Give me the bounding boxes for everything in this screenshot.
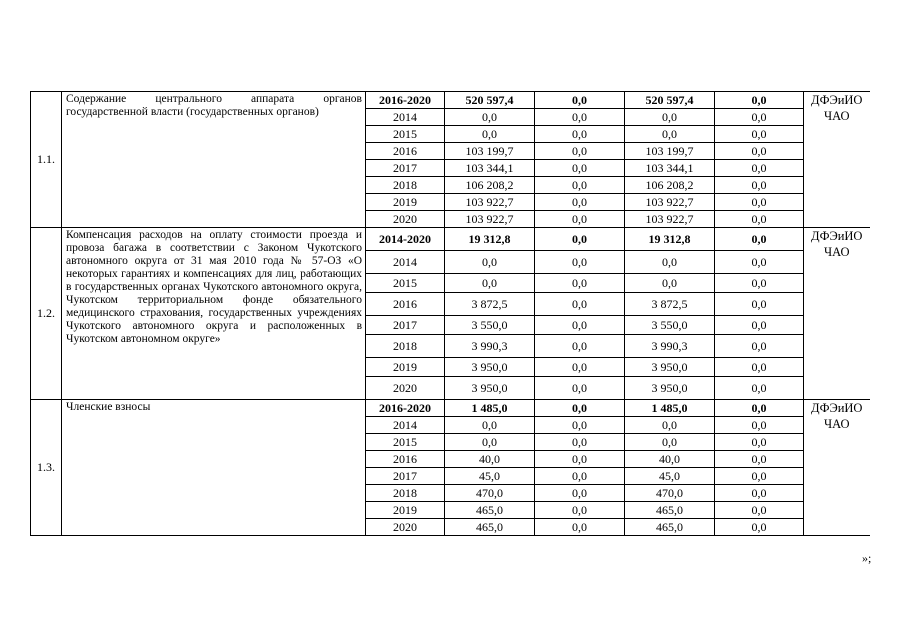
period-cell: 2015 bbox=[366, 274, 445, 293]
total-cell: 103 922,7 bbox=[445, 211, 535, 228]
total-cell: 103 922,7 bbox=[445, 194, 535, 211]
federal-cell: 0,0 bbox=[535, 211, 625, 228]
responsible-executor-line: ЧАО bbox=[823, 245, 850, 259]
federal-cell: 0,0 bbox=[535, 251, 625, 274]
district-cell: 465,0 bbox=[625, 519, 715, 536]
period-cell: 2014 bbox=[366, 251, 445, 274]
district-cell: 3 872,5 bbox=[625, 293, 715, 316]
federal-cell: 0,0 bbox=[535, 143, 625, 160]
other-cell: 0,0 bbox=[715, 468, 804, 485]
period-cell: 2019 bbox=[366, 358, 445, 377]
district-cell: 1 485,0 bbox=[625, 400, 715, 417]
total-cell: 3 550,0 bbox=[445, 316, 535, 335]
district-cell: 465,0 bbox=[625, 502, 715, 519]
responsible-executor bbox=[804, 400, 870, 536]
total-cell: 0,0 bbox=[445, 126, 535, 143]
table-row bbox=[31, 92, 870, 109]
table-body bbox=[31, 92, 870, 536]
total-cell: 106 208,2 bbox=[445, 177, 535, 194]
responsible-executor bbox=[804, 228, 870, 400]
other-cell: 0,0 bbox=[715, 228, 804, 251]
other-cell: 0,0 bbox=[715, 194, 804, 211]
federal-cell: 0,0 bbox=[535, 358, 625, 377]
total-cell: 0,0 bbox=[445, 251, 535, 274]
period-cell: 2016 bbox=[366, 451, 445, 468]
district-cell: 3 950,0 bbox=[625, 358, 715, 377]
total-cell: 3 990,3 bbox=[445, 335, 535, 358]
other-cell: 0,0 bbox=[715, 502, 804, 519]
federal-cell: 0,0 bbox=[535, 160, 625, 177]
total-cell: 0,0 bbox=[445, 434, 535, 451]
total-cell: 520 597,4 bbox=[445, 92, 535, 109]
table-row bbox=[31, 228, 870, 251]
period-cell: 2014 bbox=[366, 417, 445, 434]
federal-cell: 0,0 bbox=[535, 274, 625, 293]
federal-cell: 0,0 bbox=[535, 485, 625, 502]
total-cell: 45,0 bbox=[445, 468, 535, 485]
federal-cell: 0,0 bbox=[535, 468, 625, 485]
federal-cell: 0,0 bbox=[535, 194, 625, 211]
federal-cell: 0,0 bbox=[535, 92, 625, 109]
period-cell: 2015 bbox=[366, 434, 445, 451]
district-cell: 0,0 bbox=[625, 126, 715, 143]
total-cell: 465,0 bbox=[445, 519, 535, 536]
total-cell: 0,0 bbox=[445, 274, 535, 293]
federal-cell: 0,0 bbox=[535, 400, 625, 417]
responsible-executor-line: ЧАО bbox=[823, 109, 850, 123]
other-cell: 0,0 bbox=[715, 400, 804, 417]
period-cell: 2016-2020 bbox=[366, 92, 445, 109]
federal-cell: 0,0 bbox=[535, 126, 625, 143]
other-cell: 0,0 bbox=[715, 358, 804, 377]
district-cell: 19 312,8 bbox=[625, 228, 715, 251]
other-cell: 0,0 bbox=[715, 417, 804, 434]
other-cell: 0,0 bbox=[715, 274, 804, 293]
district-cell: 0,0 bbox=[625, 417, 715, 434]
period-cell: 2015 bbox=[366, 126, 445, 143]
period-cell: 2019 bbox=[366, 502, 445, 519]
other-cell: 0,0 bbox=[715, 211, 804, 228]
district-cell: 3 950,0 bbox=[625, 377, 715, 400]
district-cell: 3 990,3 bbox=[625, 335, 715, 358]
other-cell: 0,0 bbox=[715, 126, 804, 143]
federal-cell: 0,0 bbox=[535, 316, 625, 335]
total-cell: 19 312,8 bbox=[445, 228, 535, 251]
other-cell: 0,0 bbox=[715, 177, 804, 194]
total-cell: 40,0 bbox=[445, 451, 535, 468]
district-cell: 0,0 bbox=[625, 274, 715, 293]
district-cell: 470,0 bbox=[625, 485, 715, 502]
district-cell: 0,0 bbox=[625, 434, 715, 451]
other-cell: 0,0 bbox=[715, 485, 804, 502]
closing-quote: »; bbox=[862, 551, 872, 565]
federal-cell: 0,0 bbox=[535, 109, 625, 126]
total-cell: 0,0 bbox=[445, 109, 535, 126]
period-cell: 2019 bbox=[366, 194, 445, 211]
total-cell: 1 485,0 bbox=[445, 400, 535, 417]
item-number: 1.2. bbox=[31, 228, 62, 400]
responsible-executor-line: ДФЭиИО bbox=[811, 401, 863, 415]
table-row bbox=[31, 400, 870, 417]
district-cell: 3 550,0 bbox=[625, 316, 715, 335]
federal-cell: 0,0 bbox=[535, 502, 625, 519]
period-cell: 2014-2020 bbox=[366, 228, 445, 251]
total-cell: 0,0 bbox=[445, 417, 535, 434]
period-cell: 2016-2020 bbox=[366, 400, 445, 417]
federal-cell: 0,0 bbox=[535, 434, 625, 451]
responsible-executor-line: ДФЭиИО bbox=[811, 229, 863, 243]
district-cell: 0,0 bbox=[625, 109, 715, 126]
item-number: 1.1. bbox=[31, 92, 62, 228]
federal-cell: 0,0 bbox=[535, 377, 625, 400]
other-cell: 0,0 bbox=[715, 451, 804, 468]
district-cell: 0,0 bbox=[625, 251, 715, 274]
other-cell: 0,0 bbox=[715, 519, 804, 536]
district-cell: 520 597,4 bbox=[625, 92, 715, 109]
total-cell: 103 344,1 bbox=[445, 160, 535, 177]
federal-cell: 0,0 bbox=[535, 519, 625, 536]
budget-table bbox=[30, 91, 870, 536]
other-cell: 0,0 bbox=[715, 293, 804, 316]
item-description: Содержание центрального аппарата органов государственной власти (государственных органов) bbox=[62, 92, 366, 228]
total-cell: 103 199,7 bbox=[445, 143, 535, 160]
item-description: Компенсация расходов на оплату стоимости проезда и провоза багажа в соответствии с Законом Чукотского автономного округа от 31 мая 2010 года № 57-ОЗ «О некоторых гарантиях и компенсациях для лиц, работающих в государственных органах Чукотского автономного округа, Чукотском территориальном фонде обязательного медицинского страхования, государственных учреждениях Чукотского автономного округа и расположенных в Чукотском автономном округе» bbox=[62, 228, 366, 400]
other-cell: 0,0 bbox=[715, 377, 804, 400]
other-cell: 0,0 bbox=[715, 434, 804, 451]
period-cell: 2018 bbox=[366, 335, 445, 358]
total-cell: 465,0 bbox=[445, 502, 535, 519]
other-cell: 0,0 bbox=[715, 143, 804, 160]
total-cell: 3 950,0 bbox=[445, 377, 535, 400]
responsible-executor-line: ЧАО bbox=[823, 417, 850, 431]
total-cell: 3 950,0 bbox=[445, 358, 535, 377]
district-cell: 103 922,7 bbox=[625, 211, 715, 228]
federal-cell: 0,0 bbox=[535, 293, 625, 316]
district-cell: 45,0 bbox=[625, 468, 715, 485]
federal-cell: 0,0 bbox=[535, 451, 625, 468]
period-cell: 2017 bbox=[366, 468, 445, 485]
district-cell: 103 344,1 bbox=[625, 160, 715, 177]
total-cell: 470,0 bbox=[445, 485, 535, 502]
period-cell: 2020 bbox=[366, 519, 445, 536]
district-cell: 103 199,7 bbox=[625, 143, 715, 160]
period-cell: 2016 bbox=[366, 293, 445, 316]
other-cell: 0,0 bbox=[715, 251, 804, 274]
responsible-executor bbox=[804, 92, 870, 228]
federal-cell: 0,0 bbox=[535, 177, 625, 194]
period-cell: 2016 bbox=[366, 143, 445, 160]
other-cell: 0,0 bbox=[715, 316, 804, 335]
responsible-executor-line: ДФЭиИО bbox=[811, 93, 863, 107]
district-cell: 106 208,2 bbox=[625, 177, 715, 194]
federal-cell: 0,0 bbox=[535, 335, 625, 358]
period-cell: 2017 bbox=[366, 316, 445, 335]
period-cell: 2018 bbox=[366, 485, 445, 502]
district-cell: 40,0 bbox=[625, 451, 715, 468]
federal-cell: 0,0 bbox=[535, 228, 625, 251]
other-cell: 0,0 bbox=[715, 160, 804, 177]
item-number: 1.3. bbox=[31, 400, 62, 536]
period-cell: 2020 bbox=[366, 377, 445, 400]
other-cell: 0,0 bbox=[715, 335, 804, 358]
other-cell: 0,0 bbox=[715, 92, 804, 109]
other-cell: 0,0 bbox=[715, 109, 804, 126]
period-cell: 2020 bbox=[366, 211, 445, 228]
district-cell: 103 922,7 bbox=[625, 194, 715, 211]
period-cell: 2014 bbox=[366, 109, 445, 126]
period-cell: 2018 bbox=[366, 177, 445, 194]
federal-cell: 0,0 bbox=[535, 417, 625, 434]
item-description: Членские взносы bbox=[62, 400, 366, 536]
period-cell: 2017 bbox=[366, 160, 445, 177]
total-cell: 3 872,5 bbox=[445, 293, 535, 316]
